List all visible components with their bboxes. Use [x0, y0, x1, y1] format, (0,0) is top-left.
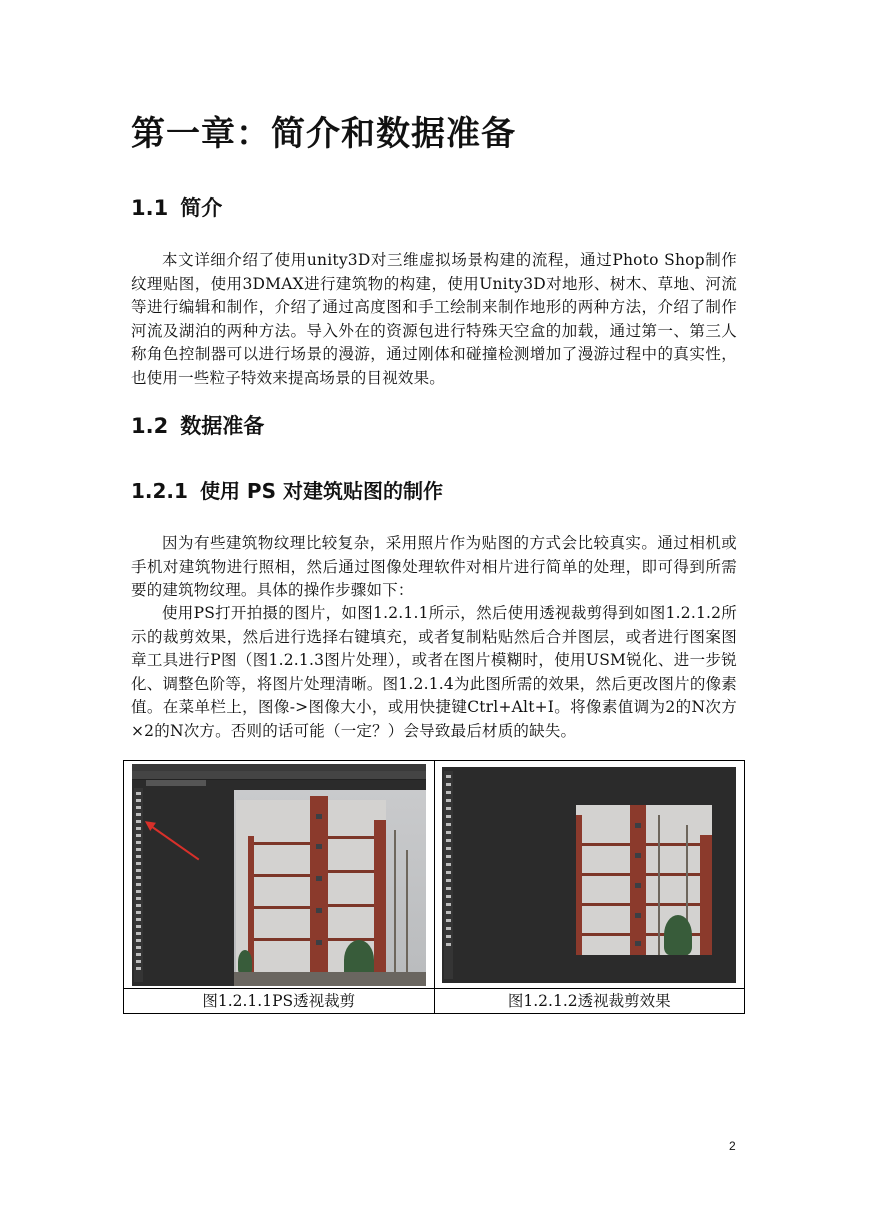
ps-tools-panel [134, 788, 143, 982]
ps-document-tab [146, 780, 206, 786]
chapter-title: 第一章：简介和数据准备 [131, 114, 516, 154]
perspective-crop-result-screenshot [442, 767, 736, 983]
ps-menu-bar [132, 764, 426, 771]
intro-paragraph: 本文详细介绍了使用unity3D对三维虚拟场景构建的流程，通过Photo Shop制作纹理贴图，使用3DMAX进行建筑物的构建，使用Unity3D对地形、树木、草地、河流等进行编辑和制作，介绍了通过高度图和手工绘制来制作地形的两种方法，介绍了制作河流及湖泊的两种方法。导入外在的资源包进行特殊天空盒的加载，通过第一、第三人称角色控制器可以进行场景的漫游，通过刚体和碰撞检测增加了漫游过程中的真实性，也使用一些粒子特效来提高场景的目视效果。 [131, 251, 737, 387]
body-paragraph-2: 使用PS打开拍摄的图片，如图1.2.1.1所示，然后使用透视裁剪得到如图1.2.1.2所示的裁剪效果，然后进行选择右键填充，或者复制粘贴然后合并图层，或者进行图案图章工具进行P图（图1.2.1.3图片处理），或者在图片模糊时，使用USM锐化、进一步锐化、调整色阶等，将图片处理清晰。图1.2.1.4为此图所需的效果，然后更改图片的像素值。在菜单栏上，图像->图像大小，或用快捷键Ctrl+Alt+I。将像素值调为2的N次方×2的N次方。否则的话可能（一定？）会导致最后材质的缺失。 [131, 604, 737, 740]
cropped-building-photo [576, 805, 712, 955]
ps-tools-panel [444, 771, 453, 979]
building-photo [234, 790, 426, 986]
section-number: 1.2.1 [131, 479, 188, 503]
subsection-heading-ps [131, 477, 443, 505]
body-paragraph-1: 因为有些建筑物纹理比较复杂，采用照片作为贴图的方式会比较真实。通过相机或手机对建筑物进行照相，然后通过图像处理软件对相片进行简单的处理，即可得到所需要的建筑物纹理。具体的操作步骤如下： [131, 534, 737, 599]
section-heading-data-prep [131, 412, 264, 440]
figure-cell-1 [124, 761, 435, 989]
section-title: 简介 [180, 196, 223, 220]
ps-options-bar [132, 771, 426, 780]
section-title: 数据准备 [180, 414, 265, 438]
figure-table [123, 760, 745, 1014]
section-number: 1.2 [131, 414, 169, 438]
page-number: 2 [729, 1139, 736, 1153]
section-heading-intro [131, 194, 222, 222]
ps-perspective-crop-screenshot [132, 764, 426, 986]
section-number: 1.1 [131, 196, 169, 220]
figure-cell-2 [434, 761, 745, 989]
red-arrow [147, 823, 199, 860]
figure-caption-2: 图1.2.1.2透视裁剪效果 [434, 989, 745, 1014]
figure-caption-1: 图1.2.1.1PS透视裁剪 [124, 989, 435, 1014]
section-title: 使用 PS 对建筑贴图的制作 [199, 479, 443, 503]
